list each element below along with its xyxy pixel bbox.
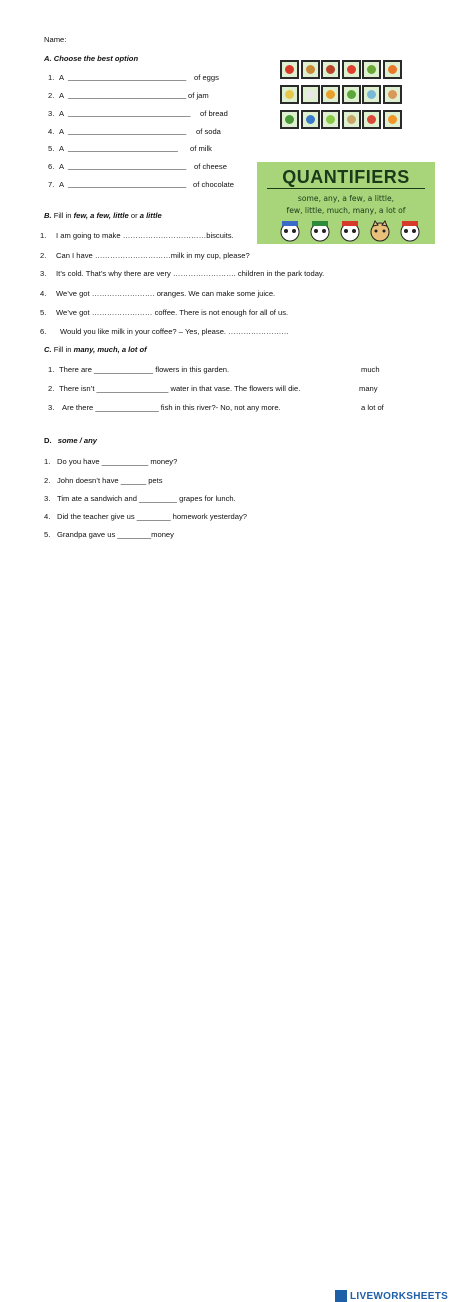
sentence-text: We’ve got ……………………. oranges. We can make some juice. <box>56 289 276 298</box>
sentence-text: There are ______________ flowers in this garden. <box>59 365 230 374</box>
liveworksheets-logo-icon <box>335 1290 347 1302</box>
section-b-last: a little <box>139 211 162 220</box>
item-number: 3. <box>48 403 55 412</box>
sentence-text: Did the teacher give us ________ homework yesterday? <box>57 512 247 521</box>
item-number: 1. <box>44 457 51 466</box>
answer-blank: ____________________________ <box>68 126 187 135</box>
item-article: A <box>59 144 65 153</box>
milk-icon <box>301 85 320 104</box>
name-label: Name: <box>44 35 67 44</box>
item-number: 2. <box>44 476 51 485</box>
quantifiers-banner <box>257 162 435 244</box>
item-number: 3. <box>40 269 47 278</box>
item-number: 1. <box>48 73 55 82</box>
section-c-title <box>44 346 147 354</box>
word-option: a lot of <box>361 403 384 412</box>
item-number: 2. <box>48 91 55 100</box>
item-article: A <box>59 73 65 82</box>
sentence-text: Tim ate a sandwich and _________ grapes for lunch. <box>57 494 236 503</box>
vegetables-icon <box>362 60 381 79</box>
banner-title: QUANTIFIERS <box>282 167 410 187</box>
word-option: many <box>359 384 378 393</box>
answer-blank: __________________________ <box>68 143 178 152</box>
tomato-icon <box>342 60 361 79</box>
banner-divider <box>267 188 425 189</box>
meat-icon <box>321 60 340 79</box>
section-a-title: A. Choose the best option <box>44 54 139 63</box>
item-number: 7. <box>48 180 55 189</box>
section-b-words: few, a few, little <box>73 211 129 220</box>
item-number: 4. <box>48 127 55 136</box>
section-b-prefix: B. <box>44 211 52 220</box>
section-b-or: or <box>130 211 138 220</box>
onion-icon <box>342 110 361 129</box>
fish-icon <box>362 85 381 104</box>
panda-icon <box>279 220 301 242</box>
item-article: A <box>59 109 65 118</box>
sentence-text: I am going to make ……………………………biscuits. <box>56 231 234 240</box>
banner-line-2: few, little, much, many, a lot of <box>286 206 406 215</box>
soda-icon <box>301 110 320 129</box>
panda-icon <box>309 220 331 242</box>
answer-blank: ____________________________ <box>68 90 187 99</box>
section-d-title <box>44 437 97 445</box>
item-number: 5. <box>44 530 51 539</box>
answer-blank: ____________________________ <box>68 179 187 188</box>
item-number: 3. <box>48 109 55 118</box>
carrot-icon <box>383 60 402 79</box>
item-phrase: of jam <box>188 91 209 100</box>
item-number: 4. <box>44 512 51 521</box>
item-phrase: of milk <box>190 144 212 153</box>
sentence-text: We’ve got …………………… coffee. There is not enough for all of us. <box>56 308 289 317</box>
item-article: A <box>59 162 65 171</box>
item-number: 5. <box>48 144 55 153</box>
panda-icon <box>399 220 421 242</box>
item-phrase: of bread <box>200 109 228 118</box>
bread-icon <box>301 60 320 79</box>
cheese-icon <box>280 85 299 104</box>
item-number: 4. <box>40 289 47 298</box>
cat-icon <box>369 220 391 242</box>
item-phrase: of chocolate <box>193 180 234 189</box>
item-phrase: of cheese <box>194 162 227 171</box>
strawberry-icon <box>280 60 299 79</box>
section-d-prefix: D. <box>44 436 52 445</box>
word-option: much <box>361 365 380 374</box>
item-article: A <box>59 180 65 189</box>
chicken-icon <box>383 85 402 104</box>
item-number: 2. <box>48 384 55 393</box>
item-number: 5. <box>40 308 47 317</box>
item-number: 1. <box>48 365 55 374</box>
banner-line-1: some, any, a few, a little, <box>297 194 395 203</box>
footer-brand: LIVEWORKSHEETS <box>350 1291 449 1302</box>
item-number: 3. <box>44 494 51 503</box>
salad-icon <box>321 110 340 129</box>
section-c-fill: Fill in <box>53 345 72 354</box>
section-c-words: many, much, a lot of <box>73 345 147 354</box>
sentence-text: It’s cold. That’s why there are very ……………………. children in the park today. <box>56 269 325 278</box>
sentence-text: There isn’t _________________ water in that vase. The flowers will die. <box>59 384 301 393</box>
section-c-prefix: C. <box>44 345 52 354</box>
item-article: A <box>59 91 65 100</box>
item-phrase: of soda <box>196 127 221 136</box>
apple-icon <box>362 110 381 129</box>
item-number: 6. <box>48 162 55 171</box>
orange-icon <box>383 110 402 129</box>
lettuce-icon <box>342 85 361 104</box>
answer-blank: _____________________________ <box>68 108 191 117</box>
item-phrase: of eggs <box>194 73 219 82</box>
sentence-text: Do you have ___________ money? <box>57 457 178 466</box>
sentence-text: John doesn’t have ______ pets <box>57 476 163 485</box>
panda-icon <box>339 220 361 242</box>
food-picture-grid <box>280 60 400 134</box>
item-number: 1. <box>40 231 47 240</box>
sentence-text: Are there _______________ fish in this river?- No, not any more. <box>62 403 281 412</box>
answer-blank: ____________________________ <box>68 72 187 81</box>
cucumber-icon <box>280 110 299 129</box>
item-number: 6. <box>40 327 47 336</box>
footer <box>0 640 474 1302</box>
item-article: A <box>59 127 65 136</box>
section-b-title <box>44 212 162 220</box>
sentence-text: Grandpa gave us ________money <box>57 530 174 539</box>
answer-blank: ____________________________ <box>68 161 187 170</box>
sentence-text: Would you like milk in your coffee? – Yes, please. …………………… <box>60 327 289 336</box>
sentence-text: Can I have …………………………milk in my cup, please? <box>56 251 250 260</box>
section-d-words: some / any <box>57 436 97 445</box>
item-number: 2. <box>40 251 47 260</box>
section-b-fill: Fill in <box>53 211 72 220</box>
juice-icon <box>321 85 340 104</box>
